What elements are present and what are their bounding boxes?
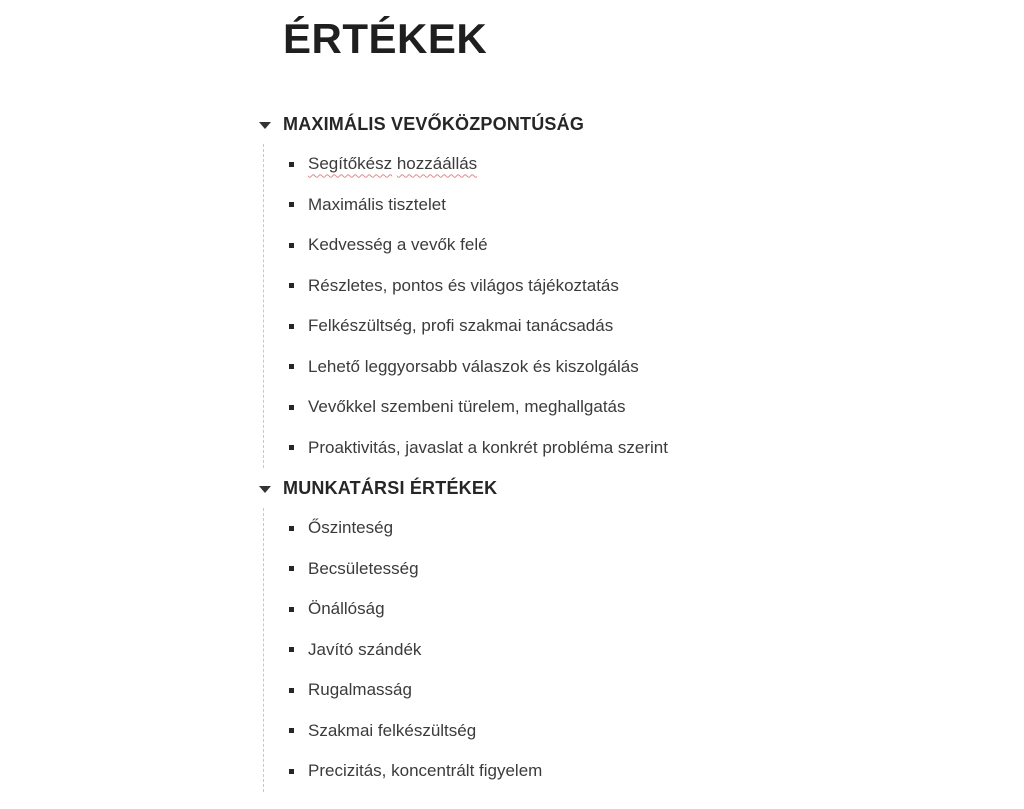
list-item[interactable]	[264, 508, 1024, 549]
item-text[interactable]: Maximális tisztelet	[308, 194, 446, 214]
section-items	[263, 508, 1024, 792]
section-heading[interactable]: MAXIMÁLIS VEVŐKÖZPONTÚSÁG	[283, 113, 585, 134]
bullet-icon	[289, 324, 294, 329]
collapse-toggle[interactable]	[259, 120, 283, 129]
list-item[interactable]	[264, 428, 1024, 469]
list-item[interactable]	[264, 589, 1024, 630]
section-header[interactable]	[259, 468, 1024, 508]
bullet-icon	[289, 405, 294, 410]
section-heading[interactable]: MUNKATÁRSI ÉRTÉKEK	[283, 477, 498, 498]
page-title[interactable]: ÉRTÉKEK	[283, 15, 488, 62]
bullet-icon	[289, 688, 294, 693]
list-item[interactable]	[264, 549, 1024, 590]
item-text[interactable]: Felkészültség, profi szakmai tanácsadás	[308, 316, 614, 336]
chevron-down-icon	[259, 122, 271, 129]
bullet-icon	[289, 647, 294, 652]
collapse-toggle[interactable]	[259, 484, 283, 493]
list-item[interactable]	[264, 185, 1024, 226]
bullet-icon	[289, 364, 294, 369]
item-text[interactable]: Vevőkkel szembeni türelem, meghallgatás	[308, 397, 626, 417]
list-item[interactable]	[264, 225, 1024, 266]
bullet-icon	[289, 769, 294, 774]
list-item[interactable]	[264, 347, 1024, 388]
misspelled-word[interactable]: hozzáállás	[396, 154, 478, 174]
item-text[interactable]: Szakmai felkészültség	[308, 720, 477, 740]
bullet-icon	[289, 202, 294, 207]
item-text[interactable]: Önállóság	[308, 599, 385, 619]
item-text[interactable]: Becsületesség	[308, 558, 419, 578]
item-text[interactable]: Rugalmasság	[308, 680, 412, 700]
bullet-icon	[289, 243, 294, 248]
bullet-icon	[289, 162, 294, 167]
bullet-icon	[289, 607, 294, 612]
section-items	[263, 144, 1024, 468]
list-item[interactable]	[264, 266, 1024, 307]
list-item[interactable]	[264, 711, 1024, 752]
item-text[interactable]: Őszinteség	[308, 518, 394, 538]
chevron-down-icon	[259, 486, 271, 493]
outline	[259, 104, 1024, 792]
list-item[interactable]	[264, 387, 1024, 428]
item-text[interactable]: Lehető leggyorsabb válaszok és kiszolgálás	[308, 356, 639, 376]
item-text[interactable]	[308, 154, 477, 174]
list-item[interactable]	[264, 144, 1024, 185]
bullet-icon	[289, 445, 294, 450]
item-text[interactable]: Proaktivitás, javaslat a konkrét probléma szerint	[308, 437, 668, 457]
item-text[interactable]: Részletes, pontos és világos tájékoztatás	[308, 275, 619, 295]
bullet-icon	[289, 728, 294, 733]
misspelled-word[interactable]: Segítőkész	[308, 154, 393, 174]
item-text[interactable]: Kedvesség a vevők felé	[308, 235, 488, 255]
bullet-icon	[289, 283, 294, 288]
item-text[interactable]: Javító szándék	[308, 639, 422, 659]
list-item[interactable]	[264, 306, 1024, 347]
item-text[interactable]: Precizitás, koncentrált figyelem	[308, 761, 543, 781]
list-item[interactable]	[264, 670, 1024, 711]
section-header[interactable]	[259, 104, 1024, 144]
bullet-icon	[289, 566, 294, 571]
list-item[interactable]	[264, 751, 1024, 792]
bullet-icon	[289, 526, 294, 531]
list-item[interactable]	[264, 630, 1024, 671]
